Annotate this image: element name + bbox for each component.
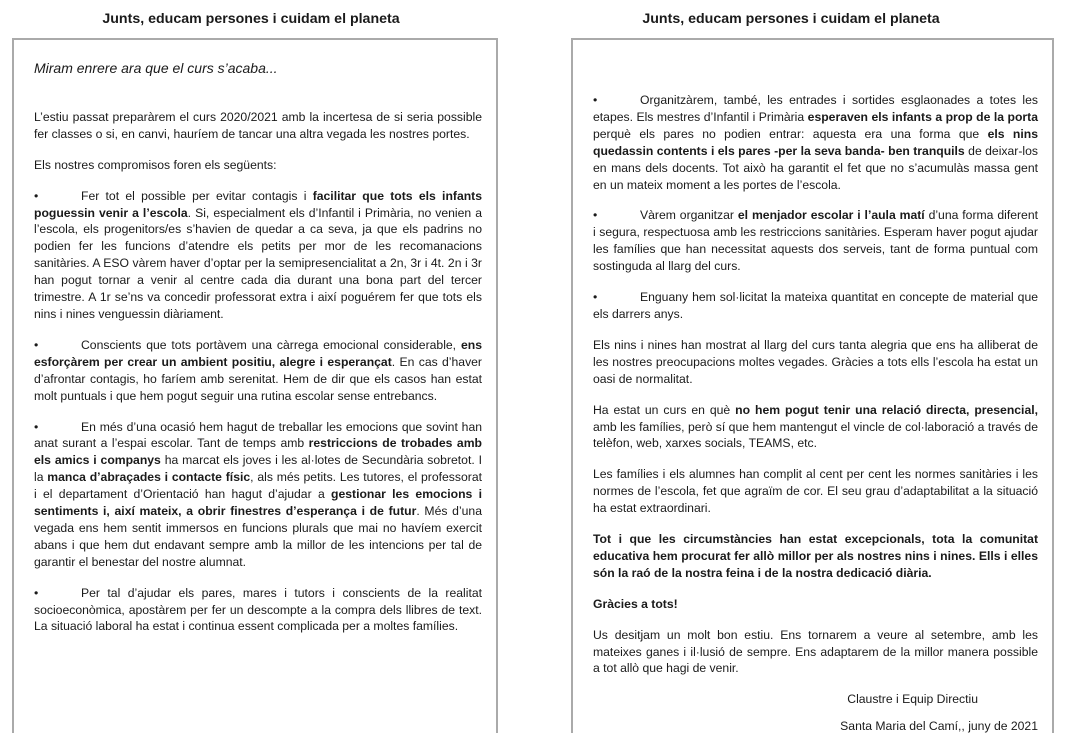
signature: Claustre i Equip Directiu <box>847 692 978 707</box>
bullet-item <box>34 188 482 323</box>
text: Ha estat un curs en què <box>593 402 736 417</box>
left-page <box>12 38 498 733</box>
text: Conscients que tots portàvem una càrrega emocional considerable, <box>81 337 461 352</box>
closing-statement <box>593 531 1038 582</box>
bold-text: els nins quedassin contents i els pares -per la seva banda- ben tranquils <box>593 126 1038 158</box>
bold-text: Gràcies a tots! <box>593 596 678 611</box>
text: . Més d’una vegada ens hem sentit immersos en funcions plurals que mai no havíem exercit abans i que hem dut endavant sempre amb la millor de les intencions per tal de garantir el benestar del nostre alumnat. <box>34 504 482 569</box>
bullet-item <box>593 289 1038 323</box>
text: ha marcat els joves i les al·lotes de Secundària sobretot. I la <box>34 453 482 485</box>
paragraph: Els nins i nines han mostrat al llarg del curs tanta alegria que ens ha alliberat de les nostres preocupacions moltes vegades. Gràcies a tots ells l’escola ha estat un oasi de normalitat. <box>593 337 1038 386</box>
bold-text: facilitar que tots els infants poguessin venir a l’escola <box>34 188 483 220</box>
text: amb les famílies, però sí que hem mantengut el vincle de col·laboració a través de telèfon, web, xarxes socials, TEAMS, etc. <box>593 419 1038 451</box>
left-page-header: Junts, educam persones i cuidam el planeta <box>102 11 400 27</box>
paragraph: L’estiu passat preparàrem el curs 2020/2021 amb la incertesa de si seria possible fer classes o si, en canvi, hauríem de tancar una altra vegada les nostres portes. <box>34 109 482 141</box>
lead-line: Miram enrere ara que el curs s’acaba... <box>34 60 278 76</box>
bullet-item <box>34 337 482 405</box>
bold-text: esperaven els infants a prop de la porta <box>807 109 1039 124</box>
text: Enguany hem sol·licitat la mateixa quantitat en concepte de material que els darrers anys. <box>593 290 1038 321</box>
left-page-body <box>34 60 482 649</box>
bold-text: no hem pogut tenir una relació directa, presencial, <box>735 402 1038 417</box>
right-page <box>571 38 1054 733</box>
right-page-header: Junts, educam persones i cuidam el planeta <box>642 11 940 27</box>
text: En més d’una ocasió hem hagut de treballar les emocions que sovint han anat surant a l’espai escolar. Tant de temps amb <box>34 419 482 451</box>
paragraph: Us desitjam un molt bon estiu. Ens tornarem a veure al setembre, amb les mateixes ganes i il·lusió de sempre. Ens adaptarem de la millor manera possible a tot allò que hagi de venir. <box>593 627 1038 676</box>
bullet-item <box>593 207 1038 275</box>
text: Per tal d’ajudar els pares, mares i tutors i conscients de la realitat socioeconòmica, apostàrem per fer un descompte a la compra dels llibres de text. La situació laboral ha estat i continua essent complicada per a moltes famílies. <box>34 585 482 634</box>
paragraph <box>593 402 1038 453</box>
text: perquè els pares no podien entrar: aquesta era una forma que <box>593 126 988 141</box>
bullet-item <box>593 92 1038 193</box>
text: Vàrem organitzar <box>640 208 738 223</box>
text: Organitzàrem, també, les entrades i sortides esglaonades a totes les etapes. Els mestres d’Infantil i Primària <box>593 93 1038 124</box>
bullet-item <box>34 585 482 636</box>
right-page-body <box>593 92 1038 735</box>
text: . En cas d’haver d’afrontar contagis, ho faríem amb serenitat. Hem de dir que els casos han estat molt puntuals i que hem pogut seguir una rutina escolar sense entrebancs. <box>34 354 482 403</box>
text: d’una forma diferent i segura, respectuosa amb les restriccions sanitàries. Esperam haver pogut ajudar les famílies que han necessitat aquests dos serveis, tant de forma puntual com sostinguda al llarg del curs. <box>593 208 1038 274</box>
bold-text: ens esforçàrem per crear un ambient positiu, alegre i esperançat <box>34 337 482 369</box>
text: . Si, especialment els d’Infantil i Primària, no venien a l’escola, els progenitors/es s’havien de quedar a ca seva, ja que els padrins no podien fer les funcions d’atendre els petits per mor de les recomanacions sanitàries. A ESO vàrem haver d’optar per la semipresencialitat a 2n, 3r i 4t. 2n i 3r han pogut tornar a venir al centre cada dia durant una bona part del tercer trimestre. A 1r se’ns va concedir professorat extra i així poguérem fer que tots els nins i nines venguessin diàriament. <box>34 205 482 321</box>
text: , als més petits. Les tutores, el professorat i el departament d’Orientació han hagut d’ajudar a <box>34 470 482 502</box>
paragraph: Les famílies i els alumnes han complit al cent per cent les normes sanitàries i les normes de l’escola, fet que agraïm de cor. El seu grau d’adaptabilitat a la situació ha estat extraordinari. <box>593 467 1038 516</box>
bold-text: el menjador escolar i l’aula matí <box>737 208 925 223</box>
bold-text: Tot i que les circumstàncies han estat excepcionals, tota la comunitat educativa hem procurat fer allò millor per als nostres nins i nines. Ells i elles són la raó de la nostra feina i de la nostra dedicació diària. <box>593 532 1038 580</box>
text: Fer tot el possible per evitar contagis i <box>81 188 313 203</box>
thanks-line <box>593 596 1038 613</box>
bold-text: manca d’abraçades i contacte físic <box>47 470 251 485</box>
paragraph: Els nostres compromisos foren els següents: <box>34 157 277 172</box>
bullet-item <box>34 419 482 571</box>
date-line: Santa Maria del Camí,, juny de 2021 <box>840 719 1038 734</box>
bold-text: gestionar les emocions i sentiments i, així mateix, a obrir finestres d’esperança i de futur <box>34 487 482 519</box>
text: de deixar-los en mans dels docents. Tot això ha garantit el fet que no s’acumulàs massa gent en un mateix moment a les portes de l’escola. <box>593 143 1038 192</box>
bold-text: restriccions de trobades amb els amics i companys <box>34 436 482 468</box>
